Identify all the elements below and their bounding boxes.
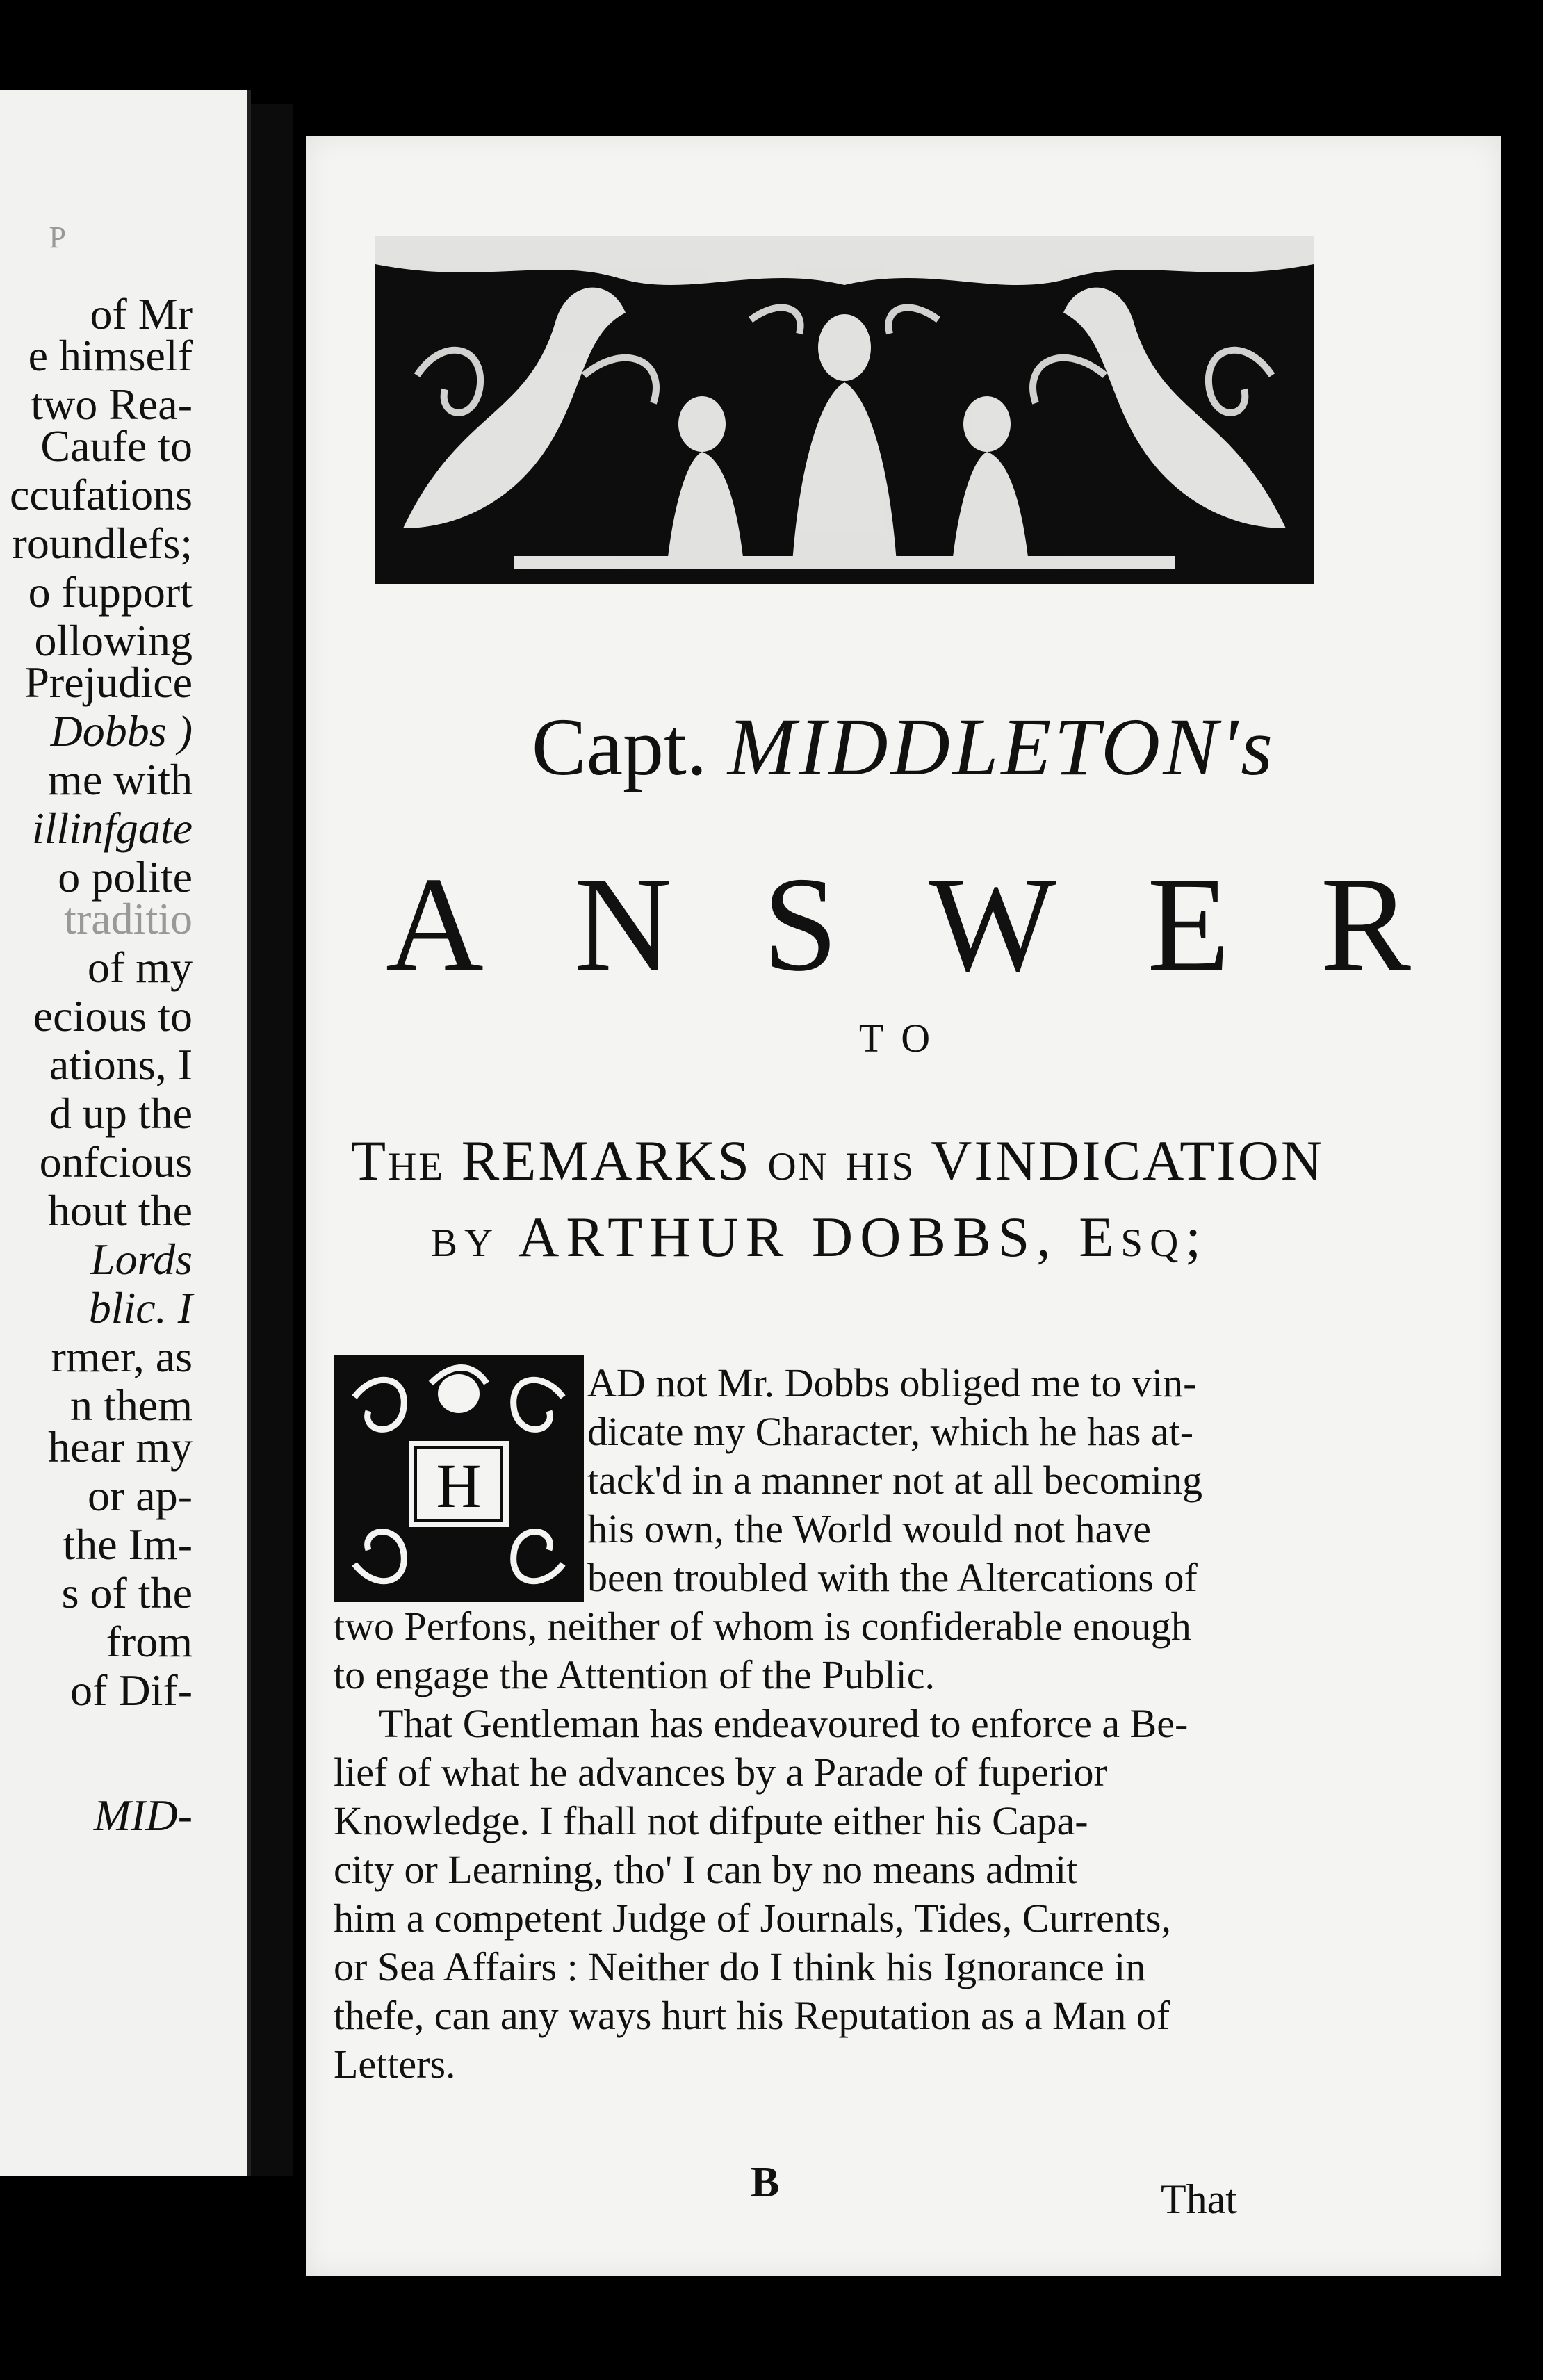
- left-page-line: from: [106, 1617, 193, 1666]
- body-line: tack'd in a manner not at all becoming: [587, 1458, 1202, 1503]
- left-page-line: blic. I: [88, 1283, 193, 1332]
- remarks-line: The REMARKS on his VINDICATION: [351, 1129, 1325, 1192]
- left-page-line: two Rea-: [31, 380, 193, 429]
- left-page-line: roundlefs;: [12, 519, 193, 568]
- decorated-initial-H: [334, 1355, 584, 1602]
- left-page-line: MID-: [93, 1791, 193, 1840]
- answer-letter: R: [1320, 849, 1411, 1000]
- left-page-line: traditio: [64, 894, 193, 943]
- book-gutter: [251, 104, 293, 2176]
- body-line: Letters.: [334, 2041, 456, 2087]
- answer-letter: S: [762, 849, 838, 1000]
- body-line: lief of what he advances by a Parade of fuperior: [334, 1750, 1107, 1795]
- left-page-line: ollowing: [34, 616, 193, 665]
- answer-letter: N: [574, 849, 672, 1000]
- answer-letter: E: [1147, 849, 1230, 1000]
- answer-letter: A: [386, 849, 484, 1000]
- left-page-line: of Mr: [90, 289, 193, 339]
- title-name: MIDDLETON's: [727, 701, 1276, 792]
- to-word: TO: [858, 1016, 949, 1061]
- left-page-line: P: [49, 220, 66, 254]
- body-line: That Gentleman has endeavoured to enforce a Be-: [379, 1701, 1189, 1746]
- left-page-line: Lords: [90, 1234, 193, 1284]
- left-page-line: of my: [87, 943, 193, 992]
- signature-mark: B: [751, 2159, 780, 2206]
- answer-heading: [348, 849, 1460, 1000]
- body-line: him a competent Judge of Journals, Tides, Currents,: [334, 1896, 1172, 1941]
- author-line: by ARTHUR DOBBS, Esq;: [431, 1205, 1209, 1269]
- body-line: thefe, can any ways hurt his Reputation as a Man of: [334, 1993, 1170, 2038]
- left-page-line: Dobbs ): [50, 706, 193, 756]
- left-page-line: Prejudice: [24, 658, 193, 707]
- left-page-line: ccufations: [10, 470, 193, 519]
- left-page-line: o fupport: [28, 567, 193, 617]
- left-page-line: ecious to: [33, 991, 193, 1041]
- title-prefix: Capt.: [531, 701, 708, 792]
- left-page-line: Caufe to: [40, 421, 193, 471]
- answer-letter: W: [929, 849, 1057, 1000]
- left-page-line: hout the: [48, 1186, 193, 1235]
- title-page: [306, 136, 1501, 2276]
- body-line: to engage the Attention of the Public.: [334, 1652, 935, 1697]
- title-line: [306, 702, 1501, 792]
- body-line: AD not Mr. Dobbs obliged me to vin-: [587, 1360, 1197, 1405]
- body-line: his own, the World would not have: [587, 1506, 1152, 1551]
- left-page-line: of Dif-: [70, 1665, 193, 1715]
- body-line: Knowledge. I fhall not difpute either his Capa-: [334, 1798, 1088, 1843]
- ornamental-headpiece: [375, 236, 1314, 584]
- previous-page-fragment: [0, 90, 251, 2176]
- body-line: been troubled with the Altercations of: [587, 1555, 1198, 1600]
- left-page-line: s of the: [61, 1568, 193, 1617]
- body-line: dicate my Character, which he has at-: [587, 1409, 1194, 1454]
- left-page-line: or ap-: [87, 1471, 193, 1520]
- left-page-line: me with: [48, 755, 193, 804]
- left-page-line: e himself: [28, 331, 193, 380]
- left-page-line: hear my: [48, 1422, 193, 1472]
- drop-initial-letter: H: [436, 1452, 482, 1521]
- body-line: or Sea Affairs : Neither do I think his Ignorance in: [334, 1944, 1146, 1989]
- left-page-line: ations, I: [49, 1040, 193, 1089]
- left-page-line: the Im-: [63, 1519, 193, 1569]
- left-page-line: d up the: [49, 1089, 193, 1138]
- catchword: That: [1161, 2176, 1237, 2222]
- body-line: city or Learning, tho' I can by no means admit: [334, 1847, 1078, 1892]
- body-line: two Perfons, neither of whom is confiderable enough: [334, 1604, 1191, 1649]
- left-page-line: illinfgate: [31, 804, 193, 853]
- left-page-line: onfcious: [39, 1137, 193, 1187]
- left-page-line: rmer, as: [51, 1332, 193, 1381]
- left-page-line: o polite: [58, 852, 193, 902]
- left-page-line: n them: [70, 1380, 193, 1430]
